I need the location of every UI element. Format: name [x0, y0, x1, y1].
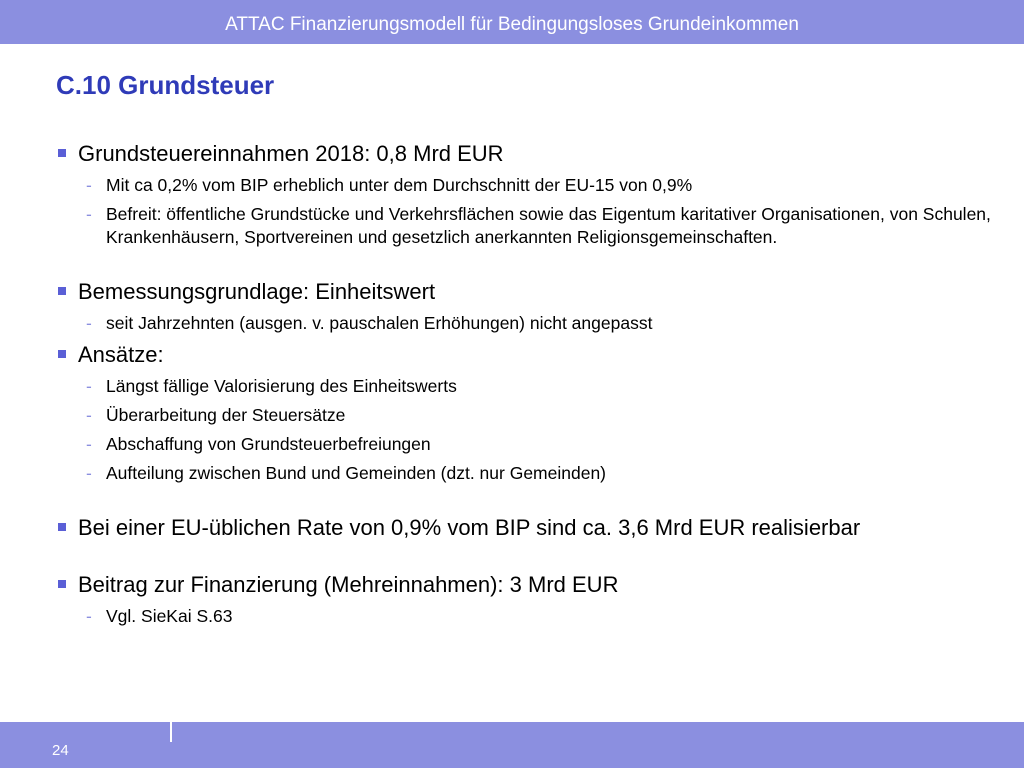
sub-bullet-item — [56, 174, 996, 197]
dash-bullet-icon: - — [86, 434, 92, 454]
slide-header-text: ATTAC Finanzierungsmodell für Bedingungsloses Grundeinkommen — [225, 14, 799, 35]
slide-title: C.10 Grundsteuer — [56, 70, 275, 100]
bullet-text: Ansätze: — [78, 342, 164, 367]
bullet-text: Bei einer EU-üblichen Rate von 0,9% vom BIP sind ca. 3,6 Mrd EUR realisierbar — [78, 515, 861, 540]
bullet-item — [56, 140, 996, 168]
sub-bullet-text: Befreit: öffentliche Grundstücke und Verkehrsflächen sowie das Eigentum karitativer Organisationen, von Schulen, Krankenhäusern, Sportvereinen und gesetzlich anerkannten Religionsgemeinschaften. — [106, 204, 991, 247]
dash-bullet-icon: - — [86, 204, 92, 224]
sub-bullet-text: Längst fällige Valorisierung des Einheitswerts — [106, 376, 457, 396]
sub-bullet-text: Mit ca 0,2% vom BIP erheblich unter dem Durchschnitt der EU-15 von 0,9% — [106, 175, 693, 195]
sub-bullet-item — [56, 312, 996, 335]
sub-bullet-item — [56, 605, 996, 628]
sub-bullet-item — [56, 462, 996, 485]
footer-divider — [170, 722, 172, 742]
dash-bullet-icon: - — [86, 463, 92, 483]
sub-bullet-text: Überarbeitung der Steuersätze — [106, 405, 346, 425]
sub-bullet-item — [56, 433, 996, 456]
dash-bullet-icon: - — [86, 606, 92, 626]
square-bullet-icon — [58, 523, 66, 531]
dash-bullet-icon: - — [86, 175, 92, 195]
bullet-text: Grundsteuereinnahmen 2018: 0,8 Mrd EUR — [78, 141, 504, 166]
page-number: 24 — [52, 742, 69, 759]
sub-bullet-item — [56, 404, 996, 427]
sub-bullet-text: Aufteilung zwischen Bund und Gemeinden (dzt. nur Gemeinden) — [106, 463, 607, 483]
slide-footer-bar — [0, 722, 1024, 768]
bullet-item — [56, 341, 996, 369]
sub-bullet-text: Vgl. SieKai S.63 — [106, 606, 233, 626]
square-bullet-icon — [58, 149, 66, 157]
slide-content — [56, 140, 996, 628]
square-bullet-icon — [58, 350, 66, 358]
square-bullet-icon — [58, 580, 66, 588]
bullet-item — [56, 278, 996, 306]
dash-bullet-icon: - — [86, 313, 92, 333]
bullet-item — [56, 571, 996, 599]
bullet-text: Bemessungsgrundlage: Einheitswert — [78, 279, 436, 304]
sub-bullet-item — [56, 375, 996, 398]
bullet-item — [56, 514, 996, 542]
sub-bullet-text: Abschaffung von Grundsteuerbefreiungen — [106, 434, 431, 454]
dash-bullet-icon: - — [86, 376, 92, 396]
bullet-text: Beitrag zur Finanzierung (Mehreinnahmen): 3 Mrd EUR — [78, 572, 619, 597]
square-bullet-icon — [58, 287, 66, 295]
sub-bullet-text: seit Jahrzehnten (ausgen. v. pauschalen Erhöhungen) nicht angepasst — [106, 313, 653, 333]
sub-bullet-item — [56, 203, 996, 249]
slide-header-bar — [0, 0, 1024, 44]
dash-bullet-icon: - — [86, 405, 92, 425]
